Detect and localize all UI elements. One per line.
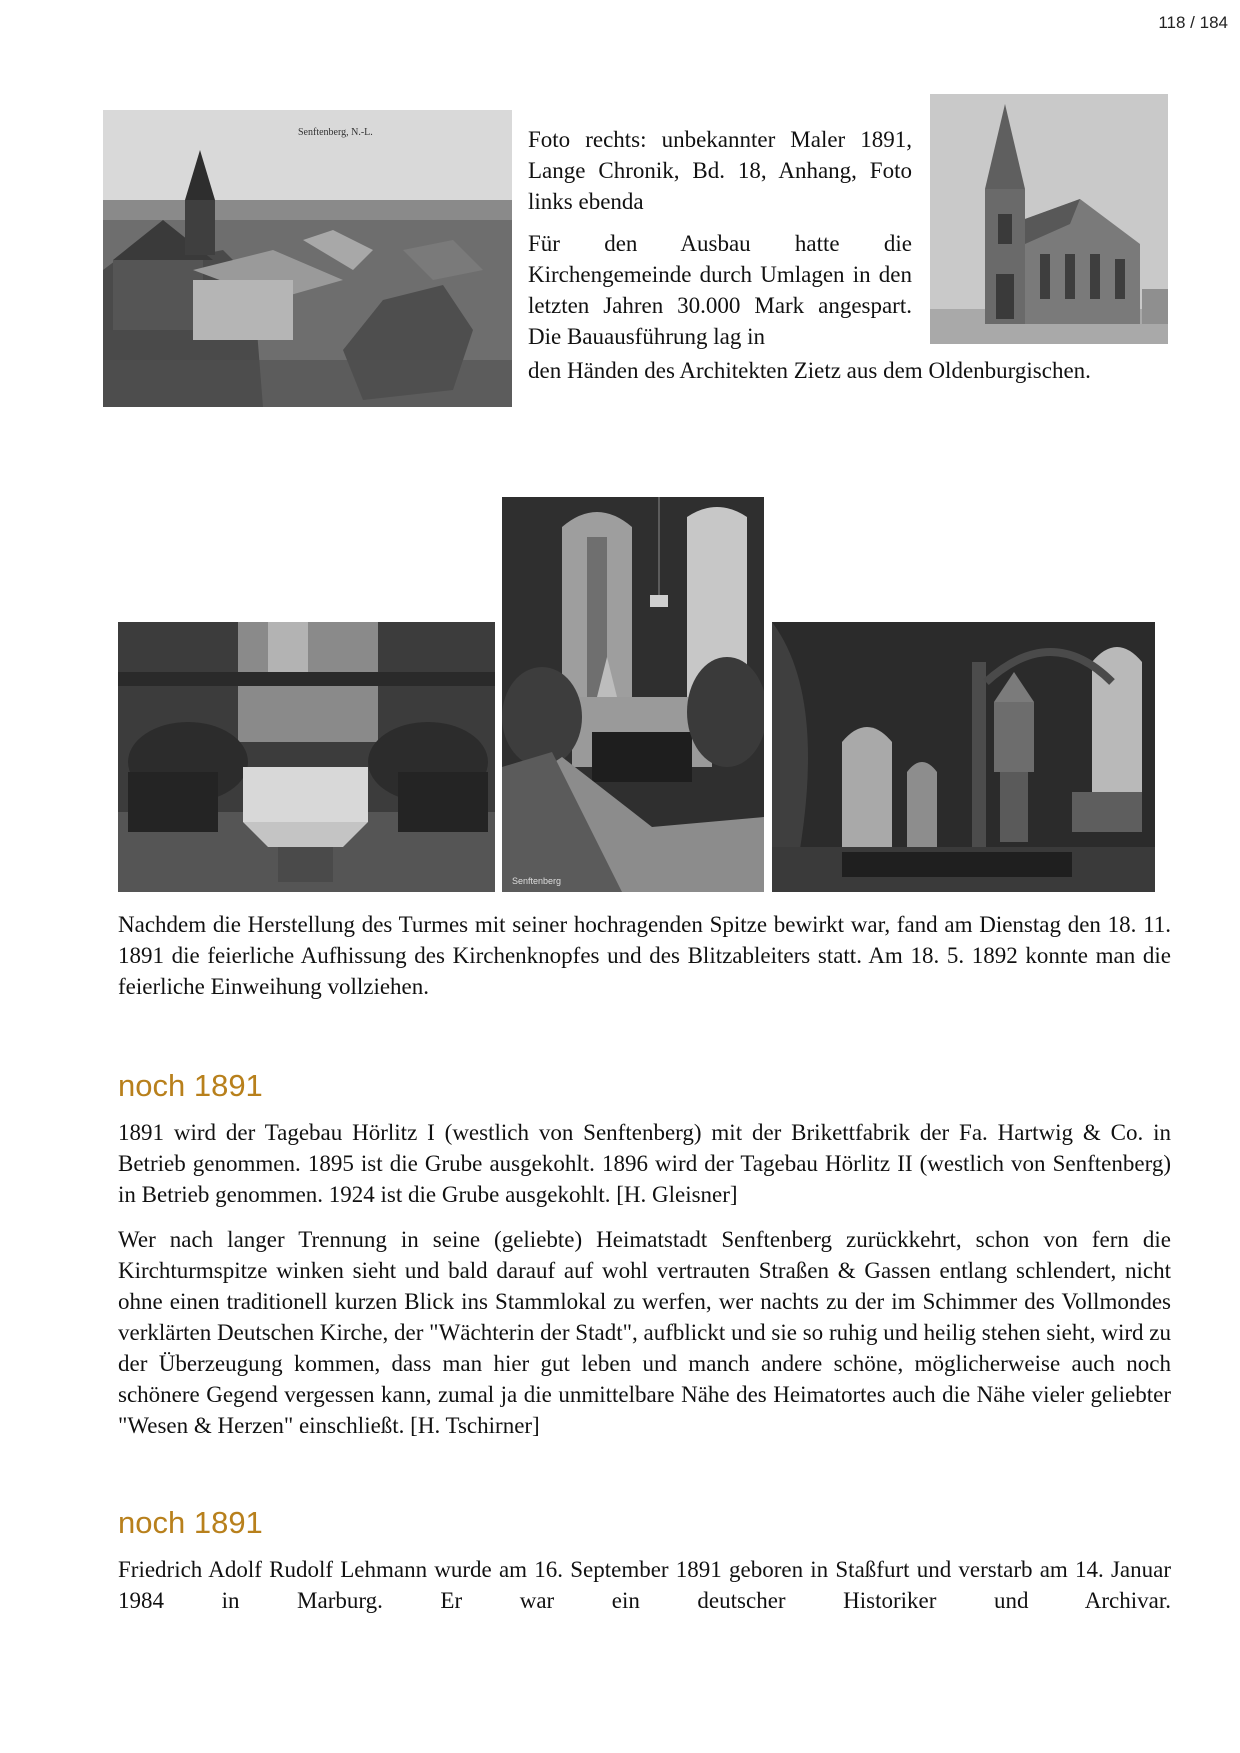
paragraph-turm: Nachdem die Herstellung des Turmes mit seiner hochragenden Spitze bewirkt war, fand am Dienstag den 18. 11. 1891 die feierliche Aufhissung des Kirchenknopfes und des Blitzableiters statt. Am 18. 5. 1892 konnte man die feierliche Einweihung vollziehen. <box>118 912 1171 999</box>
church-interior-photo-pulpit <box>772 622 1155 892</box>
church-interior-photo-altar-decorated <box>118 622 495 892</box>
section-heading: noch 1891 <box>118 1505 263 1540</box>
paragraph-heimatstadt: Wer nach langer Trennung in seine (geliebte) Heimatstadt Senftenberg zurückkehrt, schon von fern die Kirchturmspitze winken sieht und bald darauf auf wohl vertrauten Straßen & Gassen entlang schlendert, nicht ohne einen traditionell kurzen Blick ins Stammlokal zu werfen, wer nachts zu der im Schimmer des Vollmondes verklärten Deutschen Kirche, der "Wächterin der Stadt", aufblickt und sie so ruhig und heilig stehen sieht, wird zu der Überzeugung kommen, dass man hier gut leben und manch andere schöne, möglicherweise auch noch schönere Gegend vergessen kann, zumal ja die unmittelbare Nähe des Heimatortes auch die Nähe vieler geliebter "Wesen & Herzen" einschließt. [H. Tschirner] <box>118 1227 1171 1438</box>
paragraph-lehmann: Friedrich Adolf Rudolf Lehmann wurde am 16. September 1891 geboren in Staßfurt und verstarb am 14. Januar 1984 in Marburg. Er war ein deutscher Historiker und Archivar. <box>118 1557 1171 1613</box>
church-interior-photo-altar-window <box>502 497 764 892</box>
town-photo-caption: Senftenberg, N.-L. <box>298 127 373 138</box>
town-photo <box>103 110 512 407</box>
photo-credit-caption: Foto rechts: unbekannter Maler 1891, Lange Chronik, Bd. 18, Anhang, Foto links ebenda <box>528 127 912 214</box>
section-heading: noch 1891 <box>118 1068 263 1103</box>
church-drawing-photo <box>930 94 1168 344</box>
ausbau-caption: Für den Ausbau hatte die Kirchengemeinde durch Umlagen in den letzten Jahren 30.000 Mark angespart. Die Bauausführung lag in <box>528 231 912 349</box>
interior-photo-caption: Senftenberg <box>512 876 562 886</box>
caption-block <box>528 124 912 352</box>
page-number: 118 / 184 <box>1158 13 1228 32</box>
paragraph-tagebau: 1891 wird der Tagebau Hörlitz I (westlich von Senftenberg) mit der Brikettfabrik der Fa. Hartwig & Co. in Betrieb genommen. 1895 ist die Grube ausgekohlt. 1896 wird der Tagebau Hörlitz II (westlich von Senftenberg) in Betrieb genommen. 1924 ist die Grube ausgekohlt. [H. Gleisner] <box>118 1120 1171 1207</box>
ausbau-caption-lastline: den Händen des Architekten Zietz aus dem Oldenburgischen. <box>528 358 1091 383</box>
